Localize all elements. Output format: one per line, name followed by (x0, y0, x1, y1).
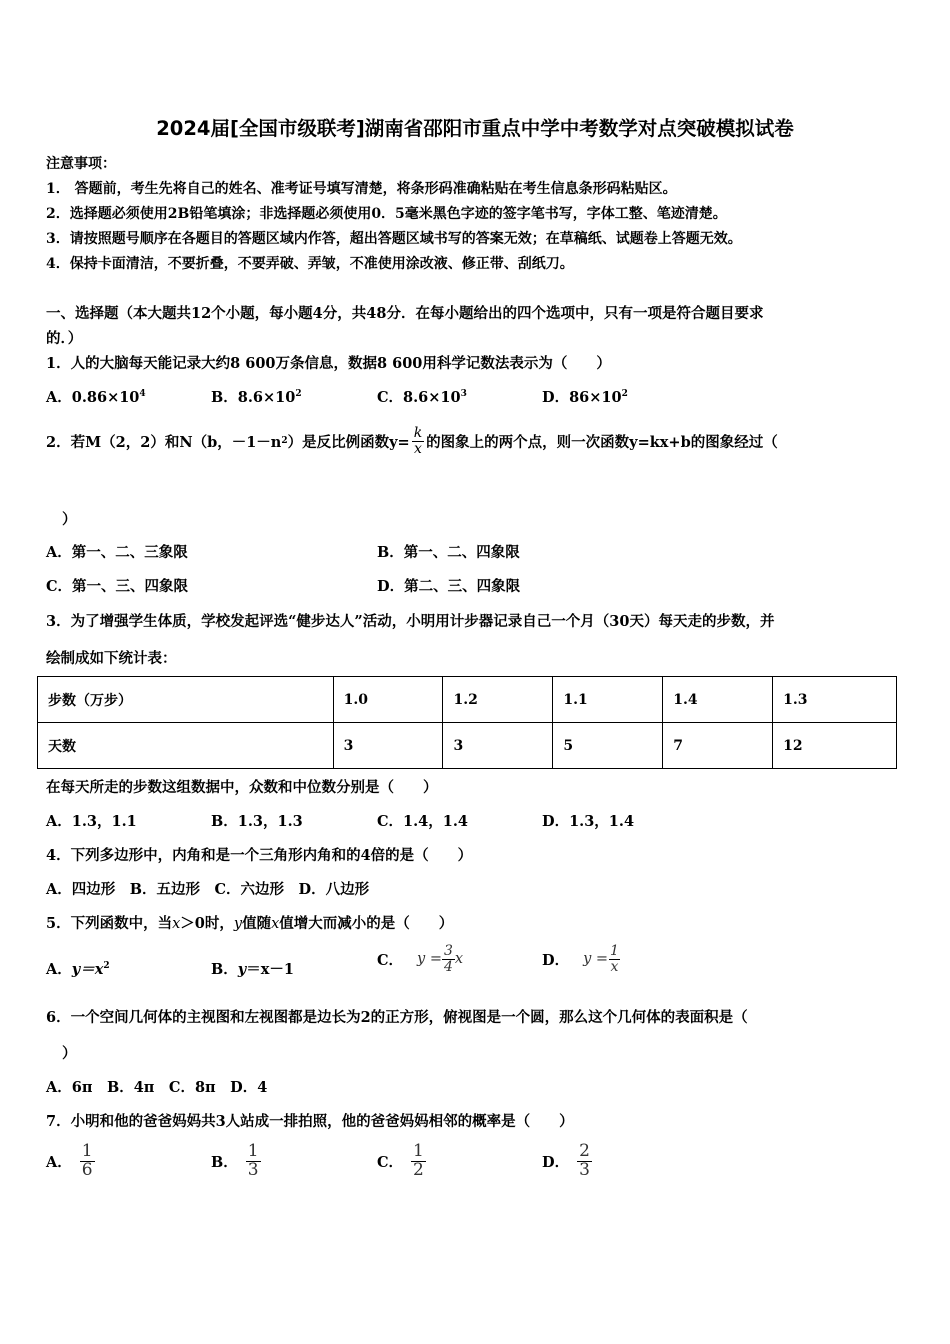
notice-item: 4．保持卡面清洁，不要折叠，不要弄破、弄皱，不准使用涂改液、修正带、刮纸刀。 (46, 256, 574, 272)
q2-option-d: D．第二、三、四象限 (377, 578, 521, 595)
page-title: 2024届[全国市级联考]湖南省邵阳市重点中学中考数学对点突破模拟试卷 (156, 117, 794, 140)
fraction-one-third: $\frac{1}{3}$ (247, 1141, 259, 1180)
q1-option-c: C．$8.6\times 10^3$ (377, 389, 467, 406)
q7-option-d: D． $\frac{2}{3}$ (542, 1141, 590, 1180)
q2-option-b: B．第一、二、四象限 (377, 544, 520, 561)
table-header-cell: 天数 (38, 723, 334, 769)
notice-item: 1． 答题前，考生先将自己的姓名、准考证号填写清楚，将条形码准确粘贴在考生信息条形码粘贴区。 (46, 181, 677, 197)
q4-options: A．四边形 B．五边形 C．六边形 D．八边形 (46, 881, 370, 898)
section-heading: 一、选择题（本大题共12个小题，每小题4分，共48分．在每小题给出的四个选项中，只有一项是符合题目要求 (46, 305, 764, 322)
table-cell: 1.4 (663, 677, 773, 723)
table-cell: 3 (333, 723, 443, 769)
question-2-stem: 2．若M（2，2）和N（b，－1－n 2 ）是反比例函数y= $\frac{k}{x}$ 的图象上的两个点，则一次函数y=kx+b的图象经过（ (46, 425, 778, 457)
question-6-close: ） (62, 1045, 77, 1062)
q2-option-a: A．第一、二、三象限 (46, 544, 188, 561)
fraction-two-thirds: $\frac{2}{3}$ (579, 1141, 590, 1180)
q1-option-b: B．$8.6\times 10^2$ (211, 389, 302, 406)
question-5-stem: 5．下列函数中，当x＞0时，y值随x值增大而减小的是（ ） (46, 915, 454, 932)
question-3-stem: 3．为了增强学生体质，学校发起评选“健步达人”活动，小明用计步器记录自己一个月（30天）每天走的步数，并 (46, 613, 775, 630)
table-cell: 7 (663, 723, 773, 769)
question-2-close: ） (62, 511, 77, 528)
question-3-stem-cont: 绘制成如下统计表： (46, 650, 177, 667)
q3-option-d: D．1.3，1.4 (542, 813, 635, 830)
q5-option-b: B．y＝x－1 (211, 961, 294, 978)
q5-option-c: C． y = $\frac{3}{4}$ x (377, 943, 464, 975)
question-4-stem: 4．下列多边形中，内角和是一个三角形内角和的4倍的是（ ） (46, 847, 473, 864)
table-row (38, 723, 897, 769)
q6-options: A．6π B．4π C．8π D．4 (46, 1079, 268, 1096)
question-7-stem: 7．小明和他的爸爸妈妈共3人站成一排拍照，他的爸爸妈妈相邻的概率是（ ） (46, 1113, 574, 1130)
question-6-stem: 6．一个空间几何体的主视图和左视图都是边长为2的正方形，俯视图是一个圆，那么这个几何体的表面积是（ (46, 1009, 748, 1026)
q7-option-c: C． $\frac{1}{2}$ (377, 1141, 424, 1180)
q7-option-a: A． $\frac{1}{6}$ (46, 1141, 93, 1180)
question-1-stem: 1．人的大脑每天能记录大约8 600万条信息，数据8 600用科学记数法表示为（ ） (46, 355, 611, 372)
table-cell: 1.3 (773, 677, 897, 723)
table-header-cell: 步数（万步） (38, 677, 334, 723)
fraction-one-over-x: $\frac{1}{x}$ (610, 943, 619, 975)
table-cell: 12 (773, 723, 897, 769)
notice-heading: 注意事项： (46, 156, 116, 172)
q3-option-a: A．1.3，1.1 (46, 813, 137, 830)
fraction-three-quarters: $\frac{3}{4}$ (444, 943, 453, 975)
q7-option-b: B． $\frac{1}{3}$ (211, 1141, 259, 1180)
table-cell: 1.2 (443, 677, 553, 723)
q1-option-a: A．$0.86\times 10^4$ (46, 389, 146, 406)
q1-option-d: D．$86\times 10^2$ (542, 389, 628, 406)
q3-option-b: B．1.3，1.3 (211, 813, 303, 830)
question-3-query: 在每天所走的步数这组数据中，众数和中位数分别是（ ） (46, 779, 438, 796)
notice-item: 3．请按照题号顺序在各题目的答题区域内作答，超出答题区域书写的答案无效；在草稿纸、试题卷上答题无效。 (46, 231, 742, 247)
table-cell: 5 (553, 723, 663, 769)
table-row (38, 677, 897, 723)
q5-option-a: A．$y=x^2$ (46, 961, 110, 978)
table-cell: 1.0 (333, 677, 443, 723)
q2-option-c: C．第一、三、四象限 (46, 578, 189, 595)
fraction-k-over-x: $\frac{k}{x}$ (413, 425, 423, 457)
table-cell: 1.1 (553, 677, 663, 723)
step-count-table (37, 676, 897, 769)
notice-item: 2．选择题必须使用2B铅笔填涂；非选择题必须使用0．5毫米黑色字迹的签字笔书写，字体工整、笔迹清楚。 (46, 206, 727, 222)
fraction-one-half: $\frac{1}{2}$ (413, 1141, 424, 1180)
q5-option-d: D． y = $\frac{1}{x}$ (542, 943, 619, 975)
table-cell: 3 (443, 723, 553, 769)
section-heading-cont: 的．） (46, 330, 83, 347)
q3-option-c: C．1.4，1.4 (377, 813, 468, 830)
fraction-one-sixth: $\frac{1}{6}$ (81, 1141, 93, 1180)
